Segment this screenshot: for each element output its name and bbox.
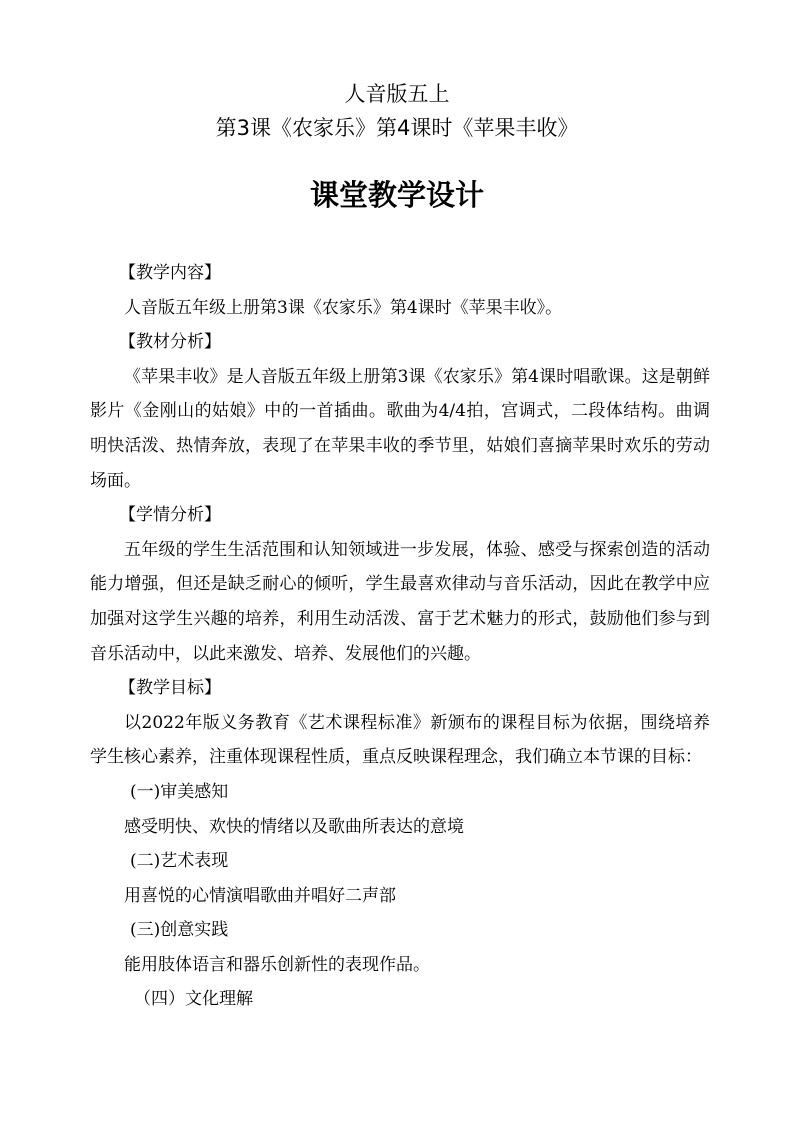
section-text-content: 人音版五年级上册第3课《农家乐》第4课时《苹果丰收》。 [124,297,563,318]
lesson-title-line: 第3课《农家乐》第4课时《苹果丰收》 [215,116,579,140]
goal-text-creative: 能用肢体语言和器乐创新性的表现作品。 [124,954,430,975]
goal-label-aesthetic: (一)审美感知 [130,781,229,802]
goal-text-aesthetic: 感受明快、欢快的情绪以及歌曲所表达的意境 [124,816,464,837]
section-heading-students: 【学情分析】 [119,505,221,526]
goal-text-performance: 用喜悦的心情演唱歌曲并唱好二声部 [124,885,396,906]
section-heading-content: 【教学内容】 [119,263,221,283]
section-heading-material: 【教材分析】 [119,332,221,353]
goal-label-creative: (三)创意实践 [130,920,229,941]
section-text-material: 《苹果丰收》是人音版五年级上册第3课《农家乐》第4课时唱歌课。这是朝鲜影片《金刚山的姑娘》中的一首插曲。歌曲为4/4拍，宫调式，二段体结构。曲调明快活泼、热情奔放，表现了在苹果丰收的季节里，姑娘们喜摘苹果时欢乐的劳动场面。 [90,366,710,491]
document-body [90,256,710,1017]
section-heading-goals: 【教学目标】 [119,678,221,699]
textbook-edition-line: 人音版五上 [344,82,450,106]
section-text-goals-intro: 以2022年版义务教育《艺术课程标准》新颁布的课程目标为依据，围绕培养学生核心素养，注重体现课程性质，重点反映课程理念，我们确立本节课的目标： [90,712,710,768]
goal-label-culture: （四）文化理解 [134,989,253,1010]
section-text-students: 五年级的学生生活范围和认知领域进一步发展，体验、感受与探索创造的活动能力增强，但还是缺乏耐心的倾听，学生最喜欢律动与音乐活动，因此在教学中应加强对这学生兴趣的培养，利用生动活泼、富于艺术魅力的形式，鼓励他们参与到音乐活动中，以此来激发、培养、发展他们的兴趣。 [90,539,710,664]
goal-label-performance: (二)艺术表现 [130,851,229,872]
page-title: 课堂教学设计 [309,178,484,212]
